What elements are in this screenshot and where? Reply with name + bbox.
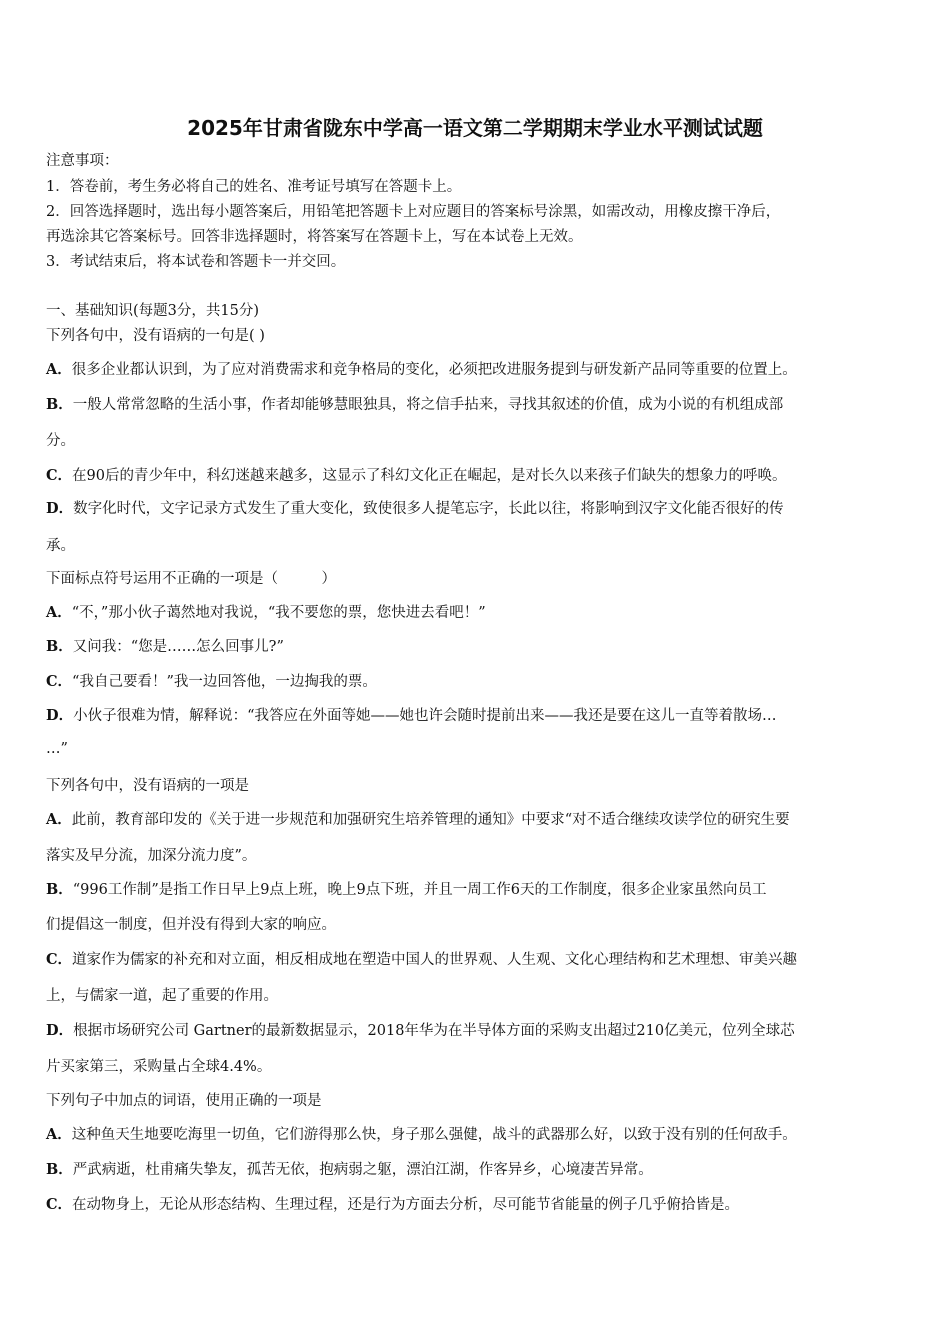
option-key: B． bbox=[46, 638, 73, 655]
option-text: 小伙子很难为情，解释说：“我答应在外面等她——她也许会随时提前出来——我还是要在这儿一直等着散场… bbox=[73, 708, 777, 724]
q1-option-b-cont: 分。 bbox=[46, 433, 75, 449]
q1-option-b bbox=[46, 395, 912, 415]
option-key: B． bbox=[46, 396, 73, 413]
q2-option-d-cont: …” bbox=[46, 741, 68, 757]
q3-option-d bbox=[46, 1021, 912, 1041]
page-title: 2025年甘肃省陇东中学高一语文第二学期期末学业水平测试试题 bbox=[187, 116, 763, 140]
option-key: C． bbox=[46, 673, 73, 690]
option-key: A． bbox=[46, 1126, 72, 1143]
q1-option-d bbox=[46, 499, 912, 519]
option-key: B． bbox=[46, 881, 73, 898]
notice-item-1: 1．答卷前，考生务必将自己的姓名、准考证号填写在答题卡上。 bbox=[46, 179, 462, 195]
q2-option-c bbox=[46, 672, 912, 692]
option-text: 严武病逝，杜甫痛失挚友，孤苦无依，抱病弱之躯，漂泊江湖，作客异乡，心境凄苦异常。 bbox=[72, 1162, 653, 1178]
q4-option-c bbox=[46, 1195, 912, 1215]
option-key: C． bbox=[46, 1196, 73, 1213]
option-text: 根据市场研究公司 Gartner的最新数据显示，2018年华为在半导体方面的采购支出超过210亿美元，位列全球芯 bbox=[73, 1023, 795, 1039]
q1-stem: 下列各句中，没有语病的一句是( ) bbox=[46, 328, 265, 344]
notice-heading: 注意事项： bbox=[46, 153, 119, 169]
q1-option-d-cont: 承。 bbox=[46, 538, 75, 554]
q3-option-a-cont: 落实及早分流，加深分流力度”。 bbox=[46, 848, 257, 864]
q3-option-d-cont: 片买家第三，采购量占全球4.4%。 bbox=[46, 1059, 272, 1075]
q4-option-b bbox=[46, 1160, 912, 1180]
option-text: 在90后的青少年中，科幻迷越来越多，这显示了科幻文化正在崛起，是对长久以来孩子们缺失的想象力的呼唤。 bbox=[72, 468, 787, 484]
option-text: “不，”那小伙子蔼然地对我说，“我不要您的票，您快进去看吧！” bbox=[71, 605, 486, 621]
q2-stem: 下面标点符号运用不正确的一项是（ ） bbox=[46, 571, 336, 587]
option-text: 道家作为儒家的补充和对立面，相反相成地在塑造中国人的世界观、人生观、文化心理结构和艺术理想、审美兴趣 bbox=[72, 952, 798, 968]
q4-option-a bbox=[46, 1125, 912, 1145]
option-key: B． bbox=[46, 1161, 73, 1178]
option-text: 在动物身上，无论从形态结构、生理过程，还是行为方面去分析，尽可能节省能量的例子几乎俯拾皆是。 bbox=[72, 1197, 740, 1213]
q1-option-c bbox=[46, 466, 912, 486]
q2-option-d bbox=[46, 706, 912, 726]
q3-option-c-cont: 上，与儒家一道，起了重要的作用。 bbox=[46, 988, 278, 1004]
notice-item-2-cont: 再选涂其它答案标号。回答非选择题时，将答案写在答题卡上，写在本试卷上无效。 bbox=[46, 229, 583, 245]
q3-option-a bbox=[46, 810, 912, 830]
option-text: “996工作制”是指工作日早上9点上班，晚上9点下班，并且一周工作6天的工作制度，很多企业家虽然向员工 bbox=[72, 882, 767, 898]
option-text: 很多企业都认识到，为了应对消费需求和竞争格局的变化，必须把改进服务提到与研发新产品同等重要的位置上。 bbox=[71, 362, 797, 378]
q2-option-a bbox=[46, 603, 912, 623]
option-key: A． bbox=[46, 604, 72, 621]
option-text: 这种鱼天生地要吃海里一切鱼，它们游得那么快，身子那么强健，战斗的武器那么好，以致于没有别的任何敌手。 bbox=[71, 1127, 797, 1143]
q3-stem: 下列各句中，没有语病的一项是 bbox=[46, 778, 249, 794]
option-text: 数字化时代，文字记录方式发生了重大变化，致使很多人提笔忘字，长此以往，将影响到汉字文化能否很好的传 bbox=[73, 501, 784, 517]
option-key: C． bbox=[46, 467, 73, 484]
option-key: A． bbox=[46, 361, 72, 378]
q4-stem: 下列句子中加点的词语，使用正确的一项是 bbox=[46, 1093, 322, 1109]
notice-item-3: 3．考试结束后，将本试卷和答题卡一并交回。 bbox=[46, 254, 346, 270]
option-key: A． bbox=[46, 811, 72, 828]
option-text: 此前，教育部印发的《关于进一步规范和加强研究生培养管理的通知》中要求“对不适合继续攻读学位的研究生要 bbox=[71, 812, 790, 828]
q3-option-b bbox=[46, 880, 912, 900]
option-text: 又问我：“您是……怎么回事儿?” bbox=[72, 639, 284, 655]
option-key: D． bbox=[46, 500, 74, 517]
option-text: 一般人常常忽略的生活小事，作者却能够慧眼独具，将之信手拈来，寻找其叙述的价值，成为小说的有机组成部 bbox=[72, 397, 784, 413]
option-text: “我自己要看！”我一边回答他，一边掏我的票。 bbox=[72, 674, 377, 690]
q2-option-b bbox=[46, 637, 912, 657]
q3-option-c bbox=[46, 950, 912, 970]
option-key: D． bbox=[46, 1022, 74, 1039]
section-heading: 一、基础知识(每题3分，共15分) bbox=[46, 303, 259, 319]
q1-option-a bbox=[46, 360, 912, 380]
option-key: C． bbox=[46, 951, 73, 968]
option-key: D． bbox=[46, 707, 74, 724]
notice-item-2: 2．回答选择题时，选出每小题答案后，用铅笔把答题卡上对应题目的答案标号涂黑，如需改动，用橡皮擦干净后， bbox=[46, 204, 781, 220]
q3-option-b-cont: 们提倡这一制度，但并没有得到大家的响应。 bbox=[46, 917, 336, 933]
